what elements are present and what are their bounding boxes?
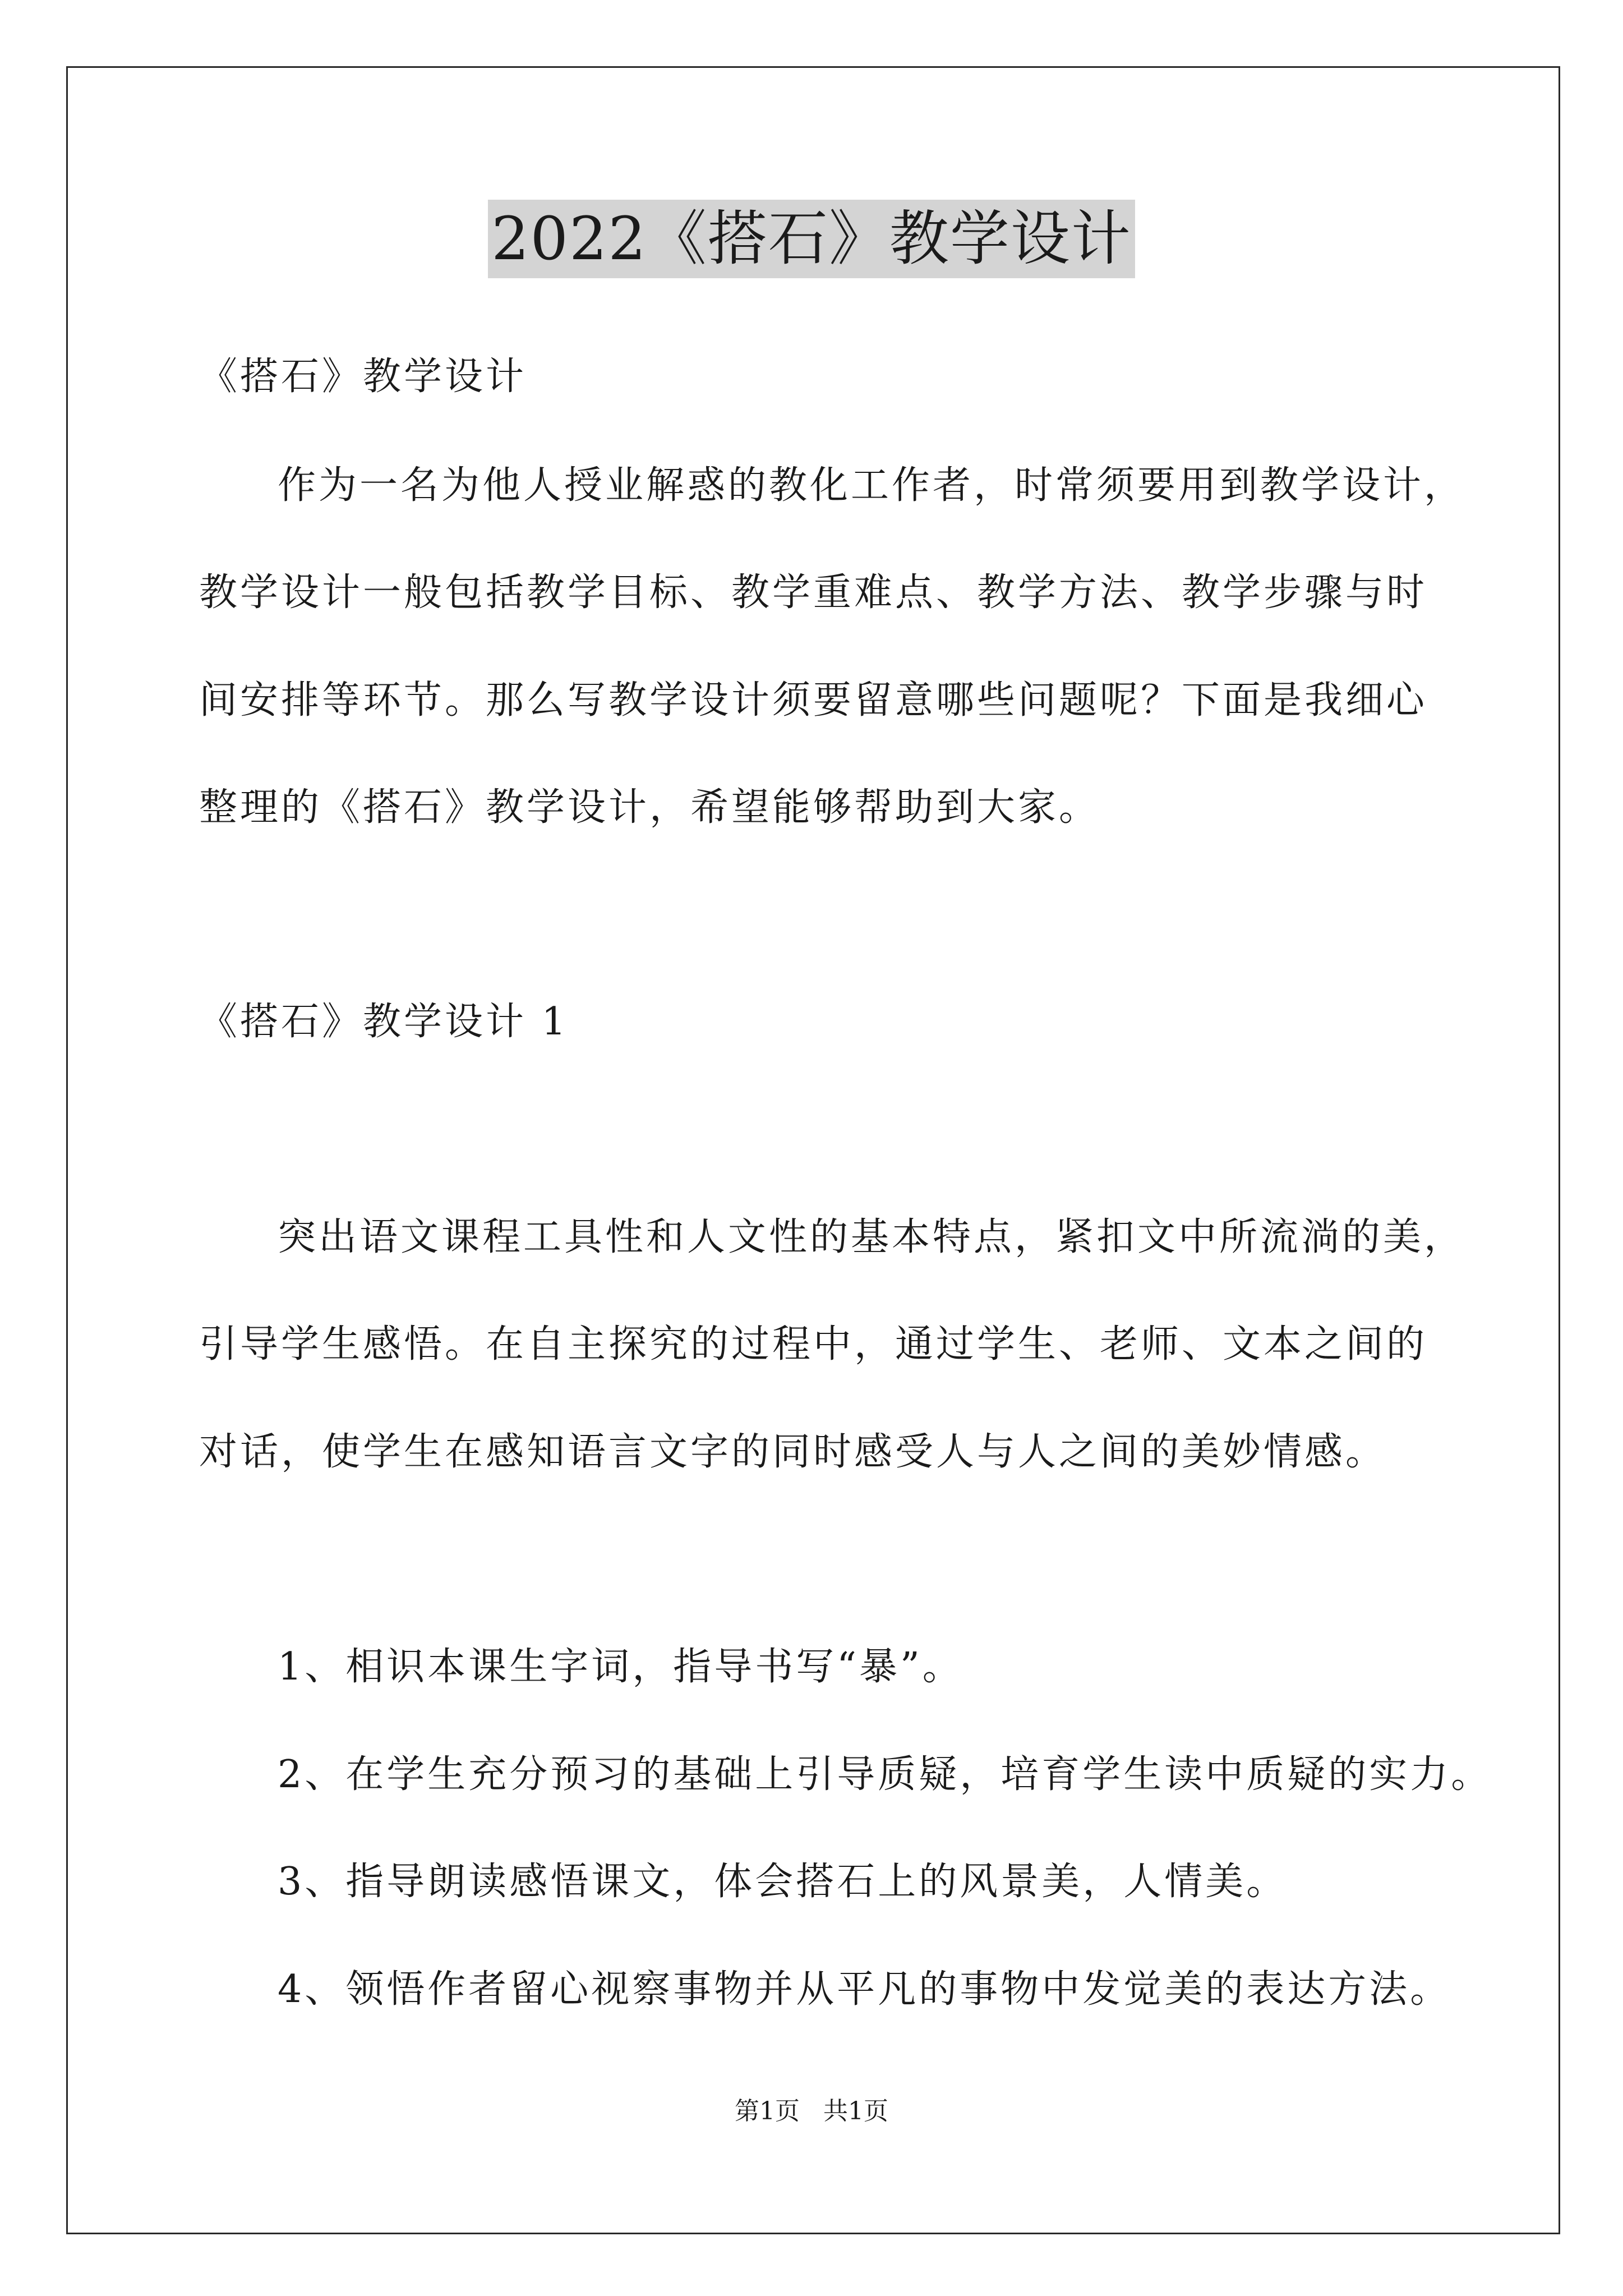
goal-item-1: 1、相识本课生字词，指导书写“暴”。 (278, 1645, 963, 1689)
section-line-3: 对话，使学生在感知语言文字的同时感受人与人之间的美妙情感。 (199, 1430, 1387, 1474)
page-footer (0, 2097, 1623, 2126)
intro-line-1: 作为一名为他人授业解惑的教化工作者，时常须要用到教学设计， (278, 463, 1465, 508)
goal-item-2: 2、在学生充分预习的基础上引导质疑，培育学生读中质疑的实力。 (278, 1752, 1492, 1797)
title-container (0, 200, 1623, 278)
page-number: 第1页 共1页 (735, 2097, 888, 2125)
section-heading: 《搭石》教学设计 1 (199, 1000, 569, 1044)
document-subtitle: 《搭石》教学设计 (199, 355, 527, 399)
intro-line-3: 间安排等环节。那么写教学设计须要留意哪些问题呢？下面是我细心 (199, 678, 1428, 723)
goal-item-4: 4、领悟作者留心视察事物并从平凡的事物中发觉美的表达方法。 (278, 1967, 1451, 2012)
goal-item-3: 3、指导朗读感悟课文，体会搭石上的风景美，人情美。 (278, 1860, 1288, 1904)
intro-line-2: 教学设计一般包括教学目标、教学重难点、教学方法、教学步骤与时 (199, 570, 1428, 615)
intro-line-4: 整理的《搭石》教学设计，希望能够帮助到大家。 (199, 785, 1100, 830)
document-title: 2022《搭石》教学设计 (488, 200, 1135, 278)
section-line-2: 引导学生感悟。在自主探究的过程中，通过学生、老师、文本之间的 (199, 1322, 1428, 1366)
section-line-1: 突出语文课程工具性和人文性的基本特点，紧扣文中所流淌的美， (278, 1215, 1465, 1259)
